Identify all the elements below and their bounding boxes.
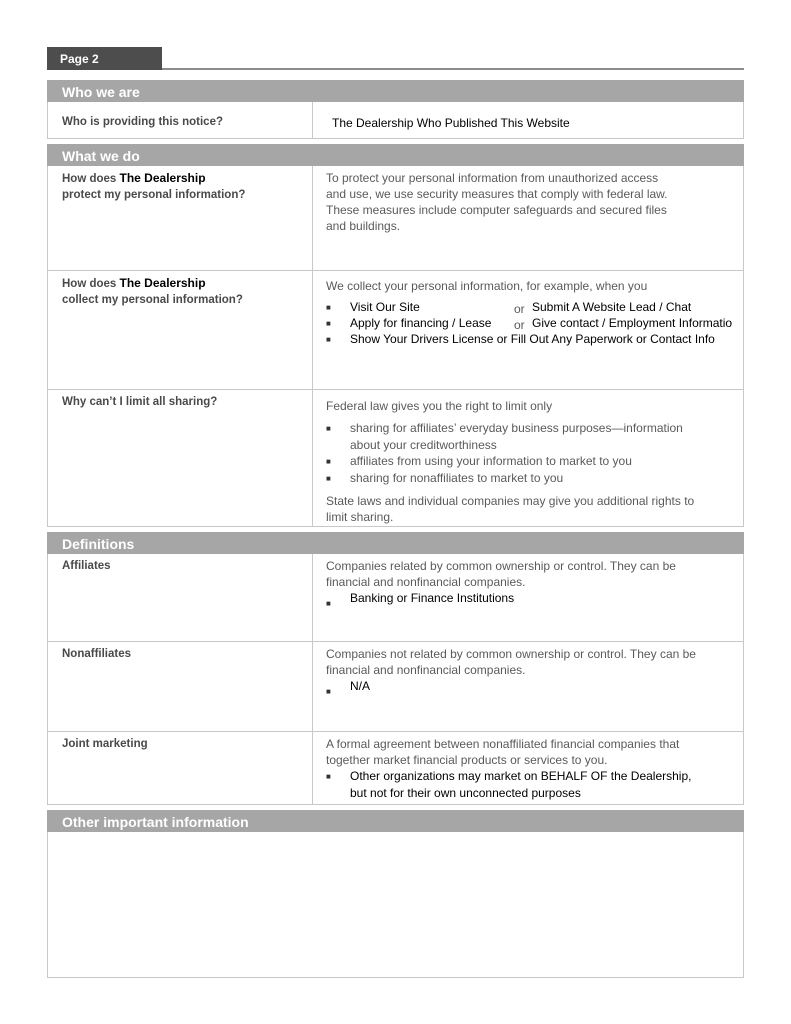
row-affiliates — [47, 554, 744, 642]
question-protect-suffix: protect my personal information? — [62, 189, 246, 201]
question-collect-prefix: How does — [62, 278, 117, 290]
question-collect-dealer: The Dealership — [119, 276, 206, 290]
definition-line: financial and nonfinancial companies. — [326, 575, 526, 589]
term-affiliates: Affiliates — [62, 560, 111, 572]
section-header-definitions: Definitions — [47, 532, 744, 554]
limit-bullet-3 — [326, 470, 738, 487]
definition-joint-marketing — [326, 736, 738, 801]
answer-collect — [326, 278, 738, 347]
question-collect-suffix: collect my personal information? — [62, 294, 243, 306]
definition-line: Companies not related by common ownership or control. They can be — [326, 647, 696, 661]
page-number-tab: Page 2 — [47, 47, 162, 70]
row-protect — [47, 166, 744, 271]
term-joint-marketing: Joint marketing — [62, 738, 148, 750]
answer-protect-line: and use, we use security measures that comply with federal law. — [326, 187, 668, 201]
limit-bullet-3-text: sharing for nonaffiliates to market to you — [350, 471, 564, 485]
question-collect — [62, 275, 302, 308]
answer-protect — [326, 170, 738, 234]
joint-bullet — [326, 768, 738, 785]
term-nonaffiliates: Nonaffiliates — [62, 648, 132, 660]
limit-bullet-1-line-1: sharing for affiliates’ everyday business purposes—information — [350, 421, 683, 435]
limit-bullet-1-cont: about your creditworthiness — [350, 438, 497, 452]
answer-protect-line: and buildings. — [326, 219, 401, 233]
collect-bullet-1-left: Visit Our Site — [350, 300, 420, 314]
column-divider — [312, 390, 313, 526]
question-protect — [62, 170, 302, 203]
joint-bullet-cont: but not for their own unconnected purposes — [350, 786, 581, 800]
collect-bullet-2 — [326, 315, 738, 331]
column-divider — [312, 271, 313, 389]
limit-bullet-2-text: affiliates from using your information to market to you — [350, 454, 632, 468]
nonaffiliates-bullet-text: N/A — [350, 679, 371, 693]
collect-bullet-3 — [326, 331, 738, 347]
section-header-what-we-do: What we do — [47, 144, 744, 166]
collect-bullet-1 — [326, 299, 738, 315]
answer-who-provides: The Dealership Who Published This Website — [332, 116, 570, 130]
bullet-icon: ■ — [326, 474, 331, 483]
definition-line: together market financial products or services to you. — [326, 753, 608, 767]
bullet-icon: ■ — [326, 599, 331, 608]
nonaffiliates-bullet — [326, 678, 738, 700]
row-joint-marketing — [47, 732, 744, 805]
collect-bullet-2-left: Apply for financing / Lease — [350, 316, 492, 330]
collect-bullet-2-right: Give contact / Employment Informatio — [532, 316, 733, 330]
or-label: or — [514, 302, 525, 316]
row-nonaffiliates — [47, 642, 744, 732]
affiliates-bullet — [326, 590, 738, 612]
answer-limit-sharing — [326, 398, 738, 525]
column-divider — [312, 732, 313, 804]
question-protect-prefix: How does — [62, 173, 117, 185]
bullet-icon: ■ — [326, 687, 331, 696]
limit-closing-2: limit sharing. — [326, 510, 394, 524]
row-limit-sharing — [47, 390, 744, 527]
row-who-provides — [47, 102, 744, 139]
definition-nonaffiliates — [326, 646, 738, 700]
definition-affiliates — [326, 558, 738, 612]
limit-closing-1: State laws and individual companies may give you additional rights to — [326, 494, 695, 508]
answer-collect-intro: We collect your personal information, for example, when you — [326, 279, 648, 293]
answer-protect-line: To protect your personal information from unauthorized access — [326, 171, 659, 185]
joint-bullet-line-1: Other organizations may market on BEHALF OF the Dealership, — [350, 769, 692, 783]
bullet-icon: ■ — [326, 772, 331, 781]
column-divider — [312, 102, 313, 138]
definition-line: financial and nonfinancial companies. — [326, 663, 526, 677]
answer-protect-line: These measures include computer safeguards and secured files — [326, 203, 667, 217]
bullet-icon: ■ — [326, 424, 331, 433]
column-divider — [312, 642, 313, 731]
or-label: or — [514, 318, 525, 332]
bullet-icon: ■ — [326, 303, 331, 312]
other-info-box — [47, 832, 744, 978]
bullet-icon: ■ — [326, 319, 331, 328]
section-header-other-info: Other important information — [47, 810, 744, 832]
limit-bullet-1 — [326, 420, 738, 437]
limit-intro: Federal law gives you the right to limit only — [326, 399, 553, 413]
collect-bullet-3-text: Show Your Drivers License or Fill Out Any Paperwork or Contact Info — [350, 332, 715, 346]
bullet-icon: ■ — [326, 457, 331, 466]
question-who-provides: Who is providing this notice? — [62, 116, 223, 128]
definition-line: Companies related by common ownership or control. They can be — [326, 559, 676, 573]
bullet-icon: ■ — [326, 335, 331, 344]
affiliates-bullet-text: Banking or Finance Institutions — [350, 591, 515, 605]
row-collect — [47, 271, 744, 390]
section-header-who-we-are: Who we are — [47, 80, 744, 102]
page-rule — [162, 68, 744, 70]
limit-bullet-2 — [326, 453, 738, 470]
column-divider — [312, 554, 313, 641]
question-limit-sharing: Why can’t I limit all sharing? — [62, 396, 218, 408]
definition-line: A formal agreement between nonaffiliated financial companies that — [326, 737, 680, 751]
collect-bullet-1-right: Submit A Website Lead / Chat — [532, 300, 692, 314]
question-protect-dealer: The Dealership — [119, 171, 206, 185]
column-divider — [312, 166, 313, 270]
